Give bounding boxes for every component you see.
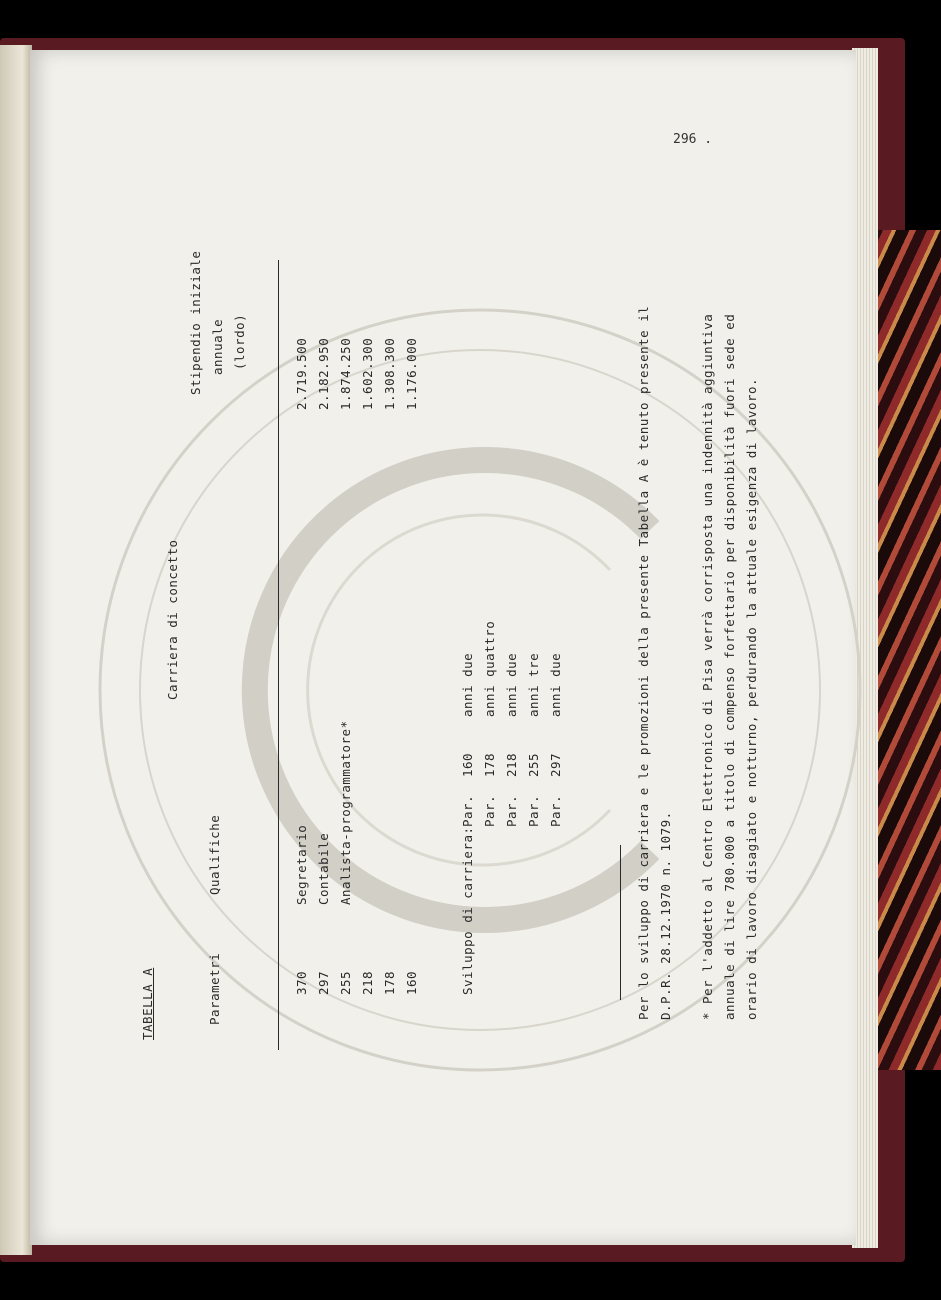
left-page-edge <box>0 45 32 1255</box>
param-178: 178 <box>382 970 397 995</box>
sviluppo-par-5: Par. <box>548 794 563 827</box>
sviluppo-par-4: Par. <box>526 794 541 827</box>
footnote-line-2: annuale di lire 780.000 a titolo di compenso forfettario per disponibilità fuori sede ed <box>722 313 737 1020</box>
sviluppo-durata-4: anni tre <box>526 652 541 717</box>
stipendio-5: 1.308.300 <box>382 337 397 410</box>
header-rule <box>278 260 279 1050</box>
stipendio-6: 1.176.000 <box>404 337 419 410</box>
stipendio-3: 1.874.250 <box>338 337 353 410</box>
page-number: 296 . <box>673 132 713 147</box>
stipendio-1: 2.719.500 <box>294 337 309 410</box>
note-rule <box>620 845 621 1000</box>
footnote-line-1: * Per l'addetto al Centro Elettronico di Pisa verrà corrisposta una indennità aggiuntiva <box>700 313 715 1020</box>
sviluppo-par-2: Par. <box>482 794 497 827</box>
sviluppo-label: Sviluppo di carriera: <box>460 826 475 995</box>
note-line-2: D.P.R. 28.12.1970 n. 1079. <box>658 811 673 1020</box>
param-370: 370 <box>294 970 309 995</box>
qualifica-segretario: Segretario <box>294 824 309 905</box>
note-line-1: Per lo sviluppo di carriera e le promozioni della presente Tabella A è tenuto presente il <box>636 305 651 1020</box>
sviluppo-num-1: 160 <box>460 752 475 777</box>
stipendio-4: 1.602.300 <box>360 337 375 410</box>
table-label: TABELLA A <box>140 967 155 1040</box>
qualifica-analista: Analista-programmatore* <box>338 720 353 905</box>
table-title: Carriera di concetto <box>165 539 180 700</box>
sviluppo-durata-5: anni due <box>548 652 563 717</box>
header-stipendio-1: Stipendio iniziale <box>188 250 203 395</box>
header-stipendio-2: annuale <box>210 318 225 375</box>
header-qualifiche: Qualifiche <box>207 814 222 895</box>
sviluppo-par-1: Par. <box>460 794 475 827</box>
marbled-cover-edge <box>872 230 941 1070</box>
param-255: 255 <box>338 970 353 995</box>
sviluppo-num-2: 178 <box>482 752 497 777</box>
sviluppo-num-4: 255 <box>526 752 541 777</box>
header-stipendio-3: (lordo) <box>232 313 247 370</box>
header-parametri: Parametri <box>207 952 222 1025</box>
param-160: 160 <box>404 970 419 995</box>
sviluppo-durata-3: anni due <box>504 652 519 717</box>
stipendio-2: 2.182.950 <box>316 337 331 410</box>
param-218: 218 <box>360 970 375 995</box>
sviluppo-num-5: 297 <box>548 752 563 777</box>
sviluppo-durata-2: anni quattro <box>482 620 497 717</box>
sviluppo-num-3: 218 <box>504 752 519 777</box>
sviluppo-par-3: Par. <box>504 794 519 827</box>
footnote-line-3: orario di lavoro disagiato e notturno, perdurando la attuale esigenza di lavoro. <box>744 377 759 1020</box>
document-page <box>30 50 856 1245</box>
sviluppo-durata-1: anni due <box>460 652 475 717</box>
qualifica-contabile: Contabile <box>316 832 331 905</box>
rotated-content <box>30 50 856 1245</box>
param-297: 297 <box>316 970 331 995</box>
